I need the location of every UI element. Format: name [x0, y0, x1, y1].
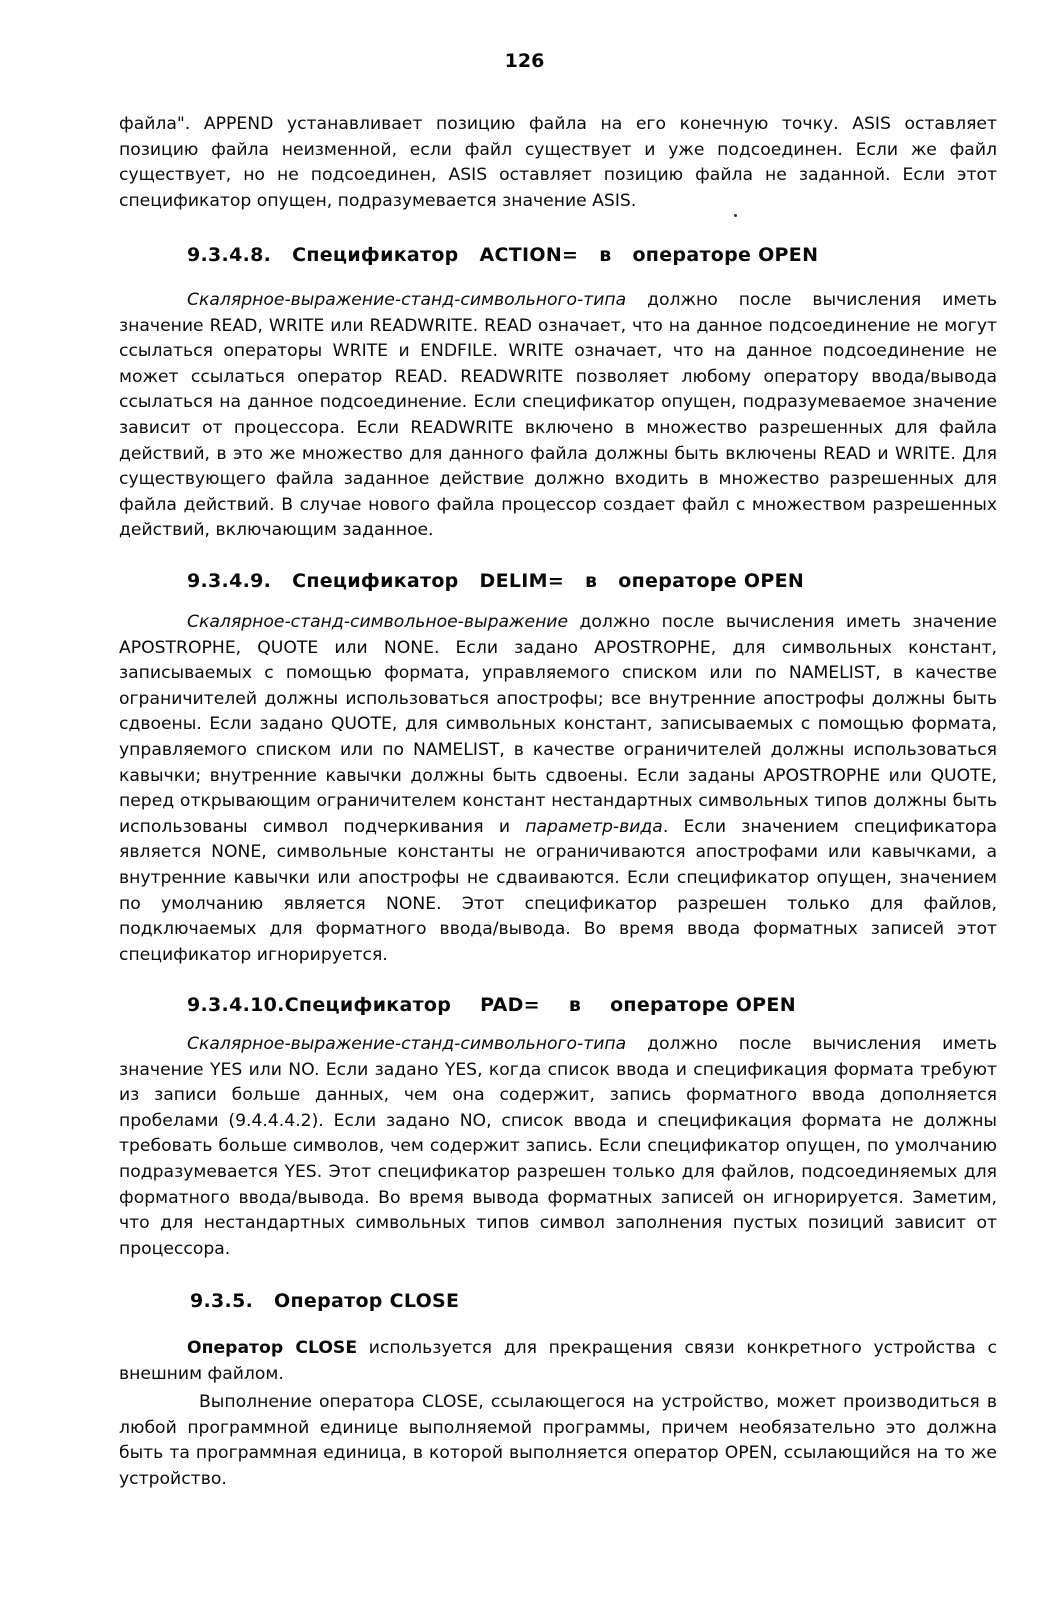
heading-in-word: в [568, 994, 582, 1016]
term-delim: Скалярное-станд-символьное-выражение [187, 612, 569, 632]
paragraph-pad [119, 1032, 997, 1262]
term-action: Скалярное-выражение-станд-символьного-типа [187, 290, 627, 310]
heading-specifier: DELIM= [479, 570, 565, 592]
paragraph-action [119, 288, 997, 544]
heading-action [187, 244, 818, 266]
heading-specifier: ACTION= [479, 244, 579, 266]
heading-title-word: Спецификатор [292, 244, 459, 266]
heading-tail: операторе OPEN [618, 570, 805, 592]
close-para2: Выполнение оператора CLOSE, ссылающегося на устройство, может производиться в любой программной единице выполняемой программы, причем необязательно это должна быть та программная единица, в которой выполняется оператор OPEN, ссылающийся на то же устройство. [119, 1392, 997, 1489]
close-statement-bold: Оператор CLOSE [187, 1338, 358, 1358]
heading-close [190, 1290, 459, 1312]
heading-number: 9.3.4.9. [187, 570, 272, 592]
heading-tail: операторе OPEN [610, 994, 796, 1016]
heading-number: 9.3.5. [190, 1290, 254, 1312]
heading-tail: операторе OPEN [632, 244, 819, 266]
heading-in-word: в [585, 570, 598, 592]
heading-title-word: Спецификатор [284, 994, 452, 1016]
heading-specifier: PAD= [480, 994, 540, 1016]
body-delim-b: . Если значением спецификатора является NONE, символьные константы не ограничиваются апострофами или кавычками, а внутренние кавычки или апострофы не сдваиваются. Если спецификатор опущен, значением по умолчанию является NONE. Этот спецификатор разрешен только для файлов, подключаемых для форматного ввода/вывода. Во время ввода форматных записей этот спецификатор игнорируется. [119, 816, 997, 965]
heading-title: Оператор CLOSE [274, 1290, 460, 1312]
term-kind-param: параметр-вида [525, 816, 663, 837]
page-number: 126 [504, 50, 545, 72]
intro-paragraph [119, 112, 997, 214]
paragraph-delim [119, 610, 997, 968]
paragraph-close-1 [119, 1336, 997, 1387]
body-pad: должно после вычисления иметь значение YES или NO. Если задано YES, когда список ввода и спецификация формата требуют из записи больше данных, чем она содержит, запись форматного ввода дополняется пробелами (9.4.4.4.2). Если задано NO, список ввода и спецификация формата не должны требовать больше символов, чем содержит запись. Если спецификатор опущен, по умолчанию подразумевается YES. Этот спецификатор разрешен только для файлов, подсоединяемых для форматного ввода/вывода. Во время вывода форматных записей он игнорируется. Заметим, что для нестандартных символьных типов символ заполнения пустых позиций зависит от процессора. [119, 1034, 997, 1259]
heading-number: 9.3.4.8. [187, 244, 272, 266]
heading-title-word: Спецификатор [292, 570, 459, 592]
heading-number: 9.3.4.10. [187, 994, 285, 1016]
heading-delim [187, 570, 804, 592]
body-delim-a: должно после вычисления иметь значение APOSTROPHE, QUOTE или NONE. Если задано APOSTROPHE, для символьных констант, записываемых с помощью формата, управляемого списком или по NAMELIST, в качестве ограничителей должны использоваться апострофы; все внутренние апострофы должны быть сдвоены. Если задано QUOTE, для символьных констант, записываемых с помощью формата, управляемого списком или по NAMELIST, в качестве ограничителей должны использоваться кавычки; внутренние кавычки должны быть сдвоены. Если заданы APOSTROPHE или QUOTE, перед открывающим ограничителем констант нестандартных символьных типов должны быть использованы символ подчеркивания и [119, 612, 997, 837]
close-para1-rest: используется для прекращения связи конкретного устройства с внешним файлом. [119, 1338, 997, 1384]
body-action: должно после вычисления иметь значение READ, WRITE или READWRITE. READ означает, что на данное подсоединение не могут ссылаться операторы WRITE и ENDFILE. WRITE означает, что на данное подсоединение не может ссылаться оператор READ. READWRITE позволяет любому оператору ввода/вывода ссылаться на данное подсоединение. Если спецификатор опущен, подразумеваемое значение зависит от процессора. Если READWRITE включено в множество разрешенных для файла действий, в это же множество для данного файла должны быть включены READ и WRITE. Для существующего файла заданное действие должно входить в множество разрешенных для файла действий. В случае нового файла процессор создает файл с множеством разрешенных действий, включающим заданное. [119, 290, 997, 541]
heading-in-word: в [599, 244, 612, 266]
paragraph-close-2 [119, 1390, 997, 1492]
intro-text: файла". APPEND устанавливает позицию файла на его конечную точку. ASIS оставляет позицию файла неизменной, если файл существует и уже подсоединен. Если же файл существует, но не подсоединен, ASIS оставляет позицию файла не заданной. Если этот спецификатор опущен, подразумевается значение ASIS. [119, 114, 997, 211]
print-speck [734, 214, 737, 217]
heading-pad [187, 994, 796, 1016]
term-pad: Скалярное-выражение-станд-символьного-типа [187, 1034, 627, 1054]
